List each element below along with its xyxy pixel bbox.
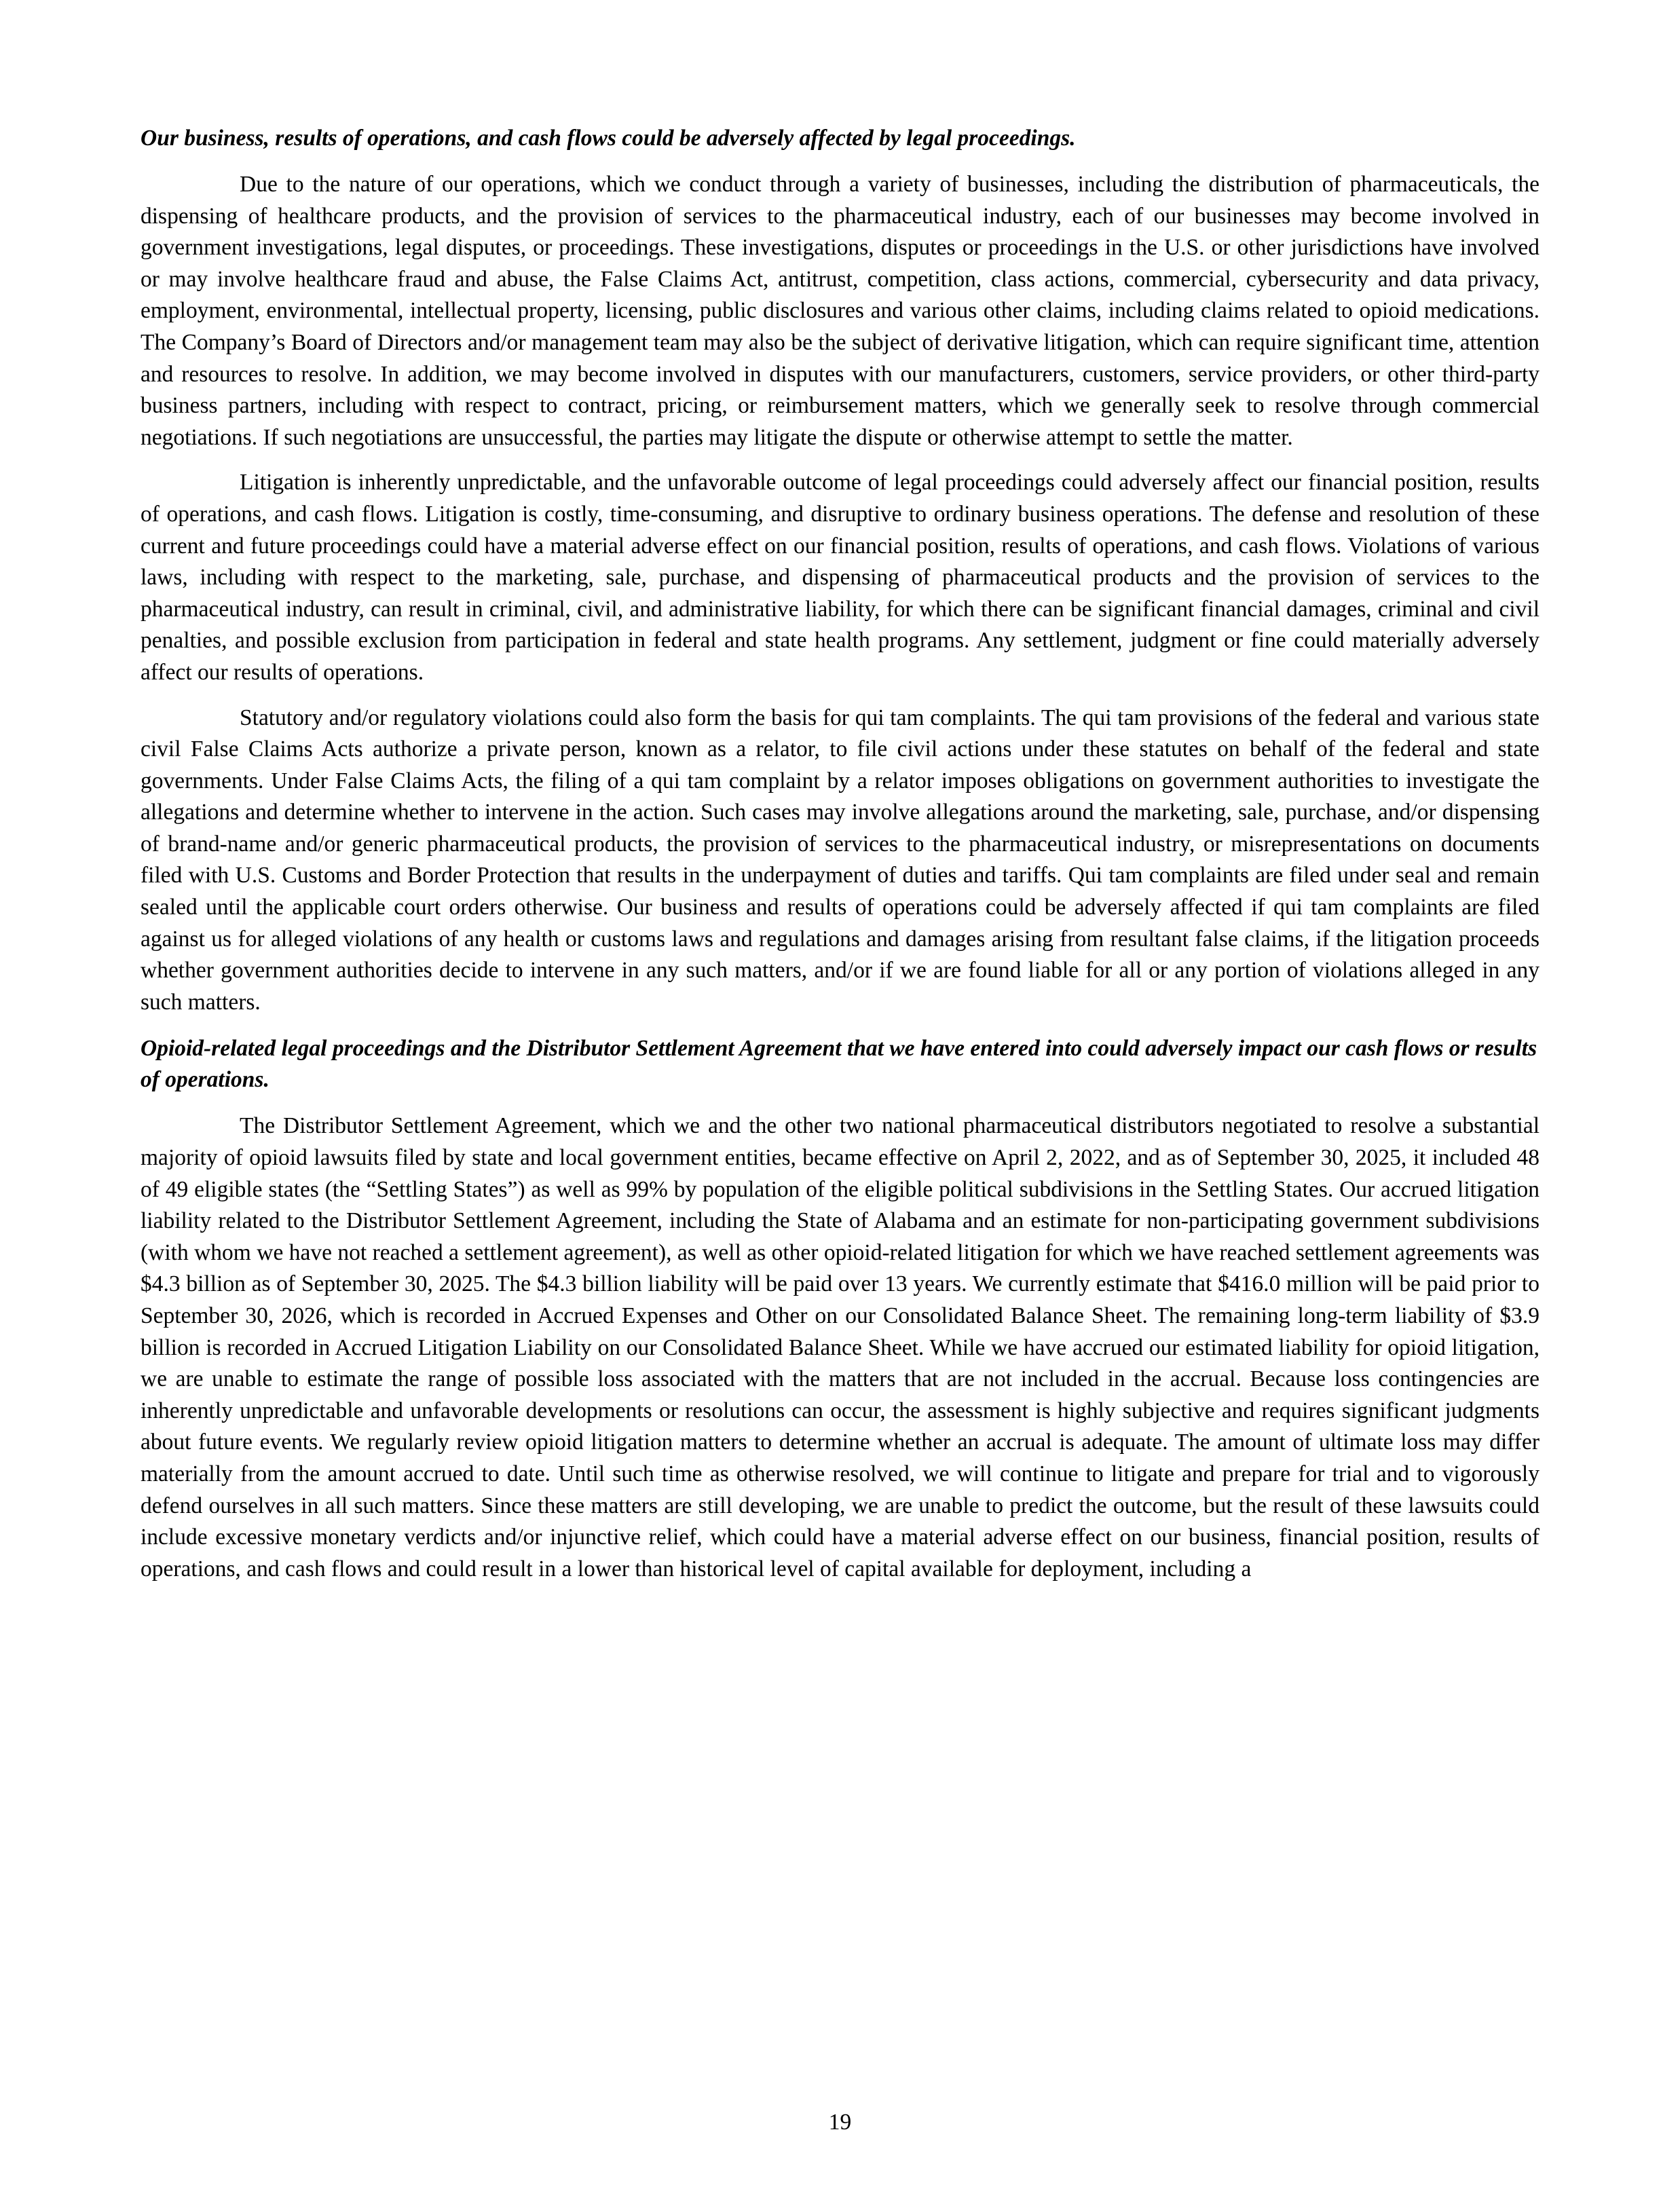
page-content — [141, 123, 1539, 1585]
section-heading-opioid-proceedings: Opioid-related legal proceedings and the Distributor Settlement Agreement that we have entered into could adversely impact our cash flows or results of operations. — [141, 1036, 1537, 1093]
paragraph-distributor-settlement: The Distributor Settlement Agreement, which we and the other two national pharmaceutical distributors negotiated to resolve a substantial majority of opioid lawsuits filed by state and local government entities, became effective on April 2, 2022, and as of September 30, 2025, it included 48 of 49 eligible states (the “Settling States”) as well as 99% by population of the eligible political subdivisions in the Settling States. Our accrued litigation liability related to the Distributor Settlement Agreement, including the State of Alabama and an estimate for non-participating government subdivisions (with whom we have not reached a settlement agreement), as well as other opioid-related litigation for which we have reached settlement agreements was $4.3 billion as of September 30, 2025. The $4.3 billion liability will be paid over 13 years. We currently estimate that $416.0 million will be paid prior to September 30, 2026, which is recorded in Accrued Expenses and Other on our Consolidated Balance Sheet. The remaining long-term liability of $3.9 billion is recorded in Accrued Litigation Liability on our Consolidated Balance Sheet. While we have accrued our estimated liability for opioid litigation, we are unable to estimate the range of possible loss associated with the matters that are not included in the accrual. Because loss contingencies are inherently unpredictable and unfavorable developments or resolutions can occur, the assessment is highly subjective and requires significant judgments about future events. We regularly review opioid litigation matters to determine whether an accrual is adequate. The amount of ultimate loss may differ materially from the amount accrued to date. Until such time as otherwise resolved, we will continue to litigate and prepare for trial and to vigorously defend ourselves in all such matters. Since these matters are still developing, we are unable to predict the outcome, but the result of these lawsuits could include excessive monetary verdicts and/or injunctive relief, which could have a material adverse effect on our business, financial position, results of operations, and cash flows and could result in a lower than historical level of capital available for deployment, including a — [141, 1113, 1539, 1582]
paragraph-nature-of-operations: Due to the nature of our operations, which we conduct through a variety of businesses, including the distribution of pharmaceuticals, the dispensing of healthcare products, and the provision of services to the pharmaceutical industry, each of our businesses may become involved in government investigations, legal disputes, or proceedings. These investigations, disputes or proceedings in the U.S. or other jurisdictions have involved or may involve healthcare fraud and abuse, the False Claims Act, antitrust, competition, class actions, commercial, cybersecurity and data privacy, employment, environmental, intellectual property, licensing, public disclosures and various other claims, including claims related to opioid medications. The Company’s Board of Directors and/or management team may also be the subject of derivative litigation, which can require significant time, attention and resources to resolve. In addition, we may become involved in disputes with our manufacturers, customers, service providers, or other third-party business partners, including with respect to contract, pricing, or reimbursement matters, which we generally seek to resolve through commercial negotiations. If such negotiations are unsuccessful, the parties may litigate the dispute or otherwise attempt to settle the matter. — [141, 172, 1539, 450]
section-heading-legal-proceedings: Our business, results of operations, and cash flows could be adversely affected by legal proceedings. — [141, 126, 1076, 151]
paragraph-litigation-unpredictable: Litigation is inherently unpredictable, and the unfavorable outcome of legal proceedings could adversely affect our financial position, results of operations, and cash flows. Litigation is costly, time-consuming, and disruptive to ordinary business operations. The defense and resolution of these current and future proceedings could have a material adverse effect on our financial position, results of operations, and cash flows. Violations of various laws, including with respect to the marketing, sale, purchase, and dispensing of pharmaceutical products and the provision of services to the pharmaceutical industry, can result in criminal, civil, and administrative liability, for which there can be significant financial damages, criminal and civil penalties, and possible exclusion from participation in federal and state health programs. Any settlement, judgment or fine could materially adversely affect our results of operations. — [141, 470, 1539, 685]
page-number: 19 — [828, 2110, 852, 2135]
paragraph-qui-tam: Statutory and/or regulatory violations could also form the basis for qui tam complaints. The qui tam provisions of the federal and various state civil False Claims Acts authorize a private person, known as a relator, to file civil actions under these statutes on behalf of the federal and state governments. Under False Claims Acts, the filing of a qui tam complaint by a relator imposes obligations on government authorities to investigate the allegations and determine whether to intervene in the action. Such cases may involve allegations around the marketing, sale, purchase, and/or dispensing of brand-name and/or generic pharmaceutical products, the provision of services to the pharmaceutical industry, or misrepresentations on documents filed with U.S. Customs and Border Protection that results in the underpayment of duties and tariffs. Qui tam complaints are filed under seal and remain sealed until the applicable court orders otherwise. Our business and results of operations could be adversely affected if qui tam complaints are filed against us for alleged violations of any health or customs laws and regulations and damages arising from resultant false claims, if the litigation proceeds whether government authorities decide to intervene in any such matters, and/or if we are found liable for all or any portion of violations alleged in any such matters. — [141, 705, 1539, 1015]
